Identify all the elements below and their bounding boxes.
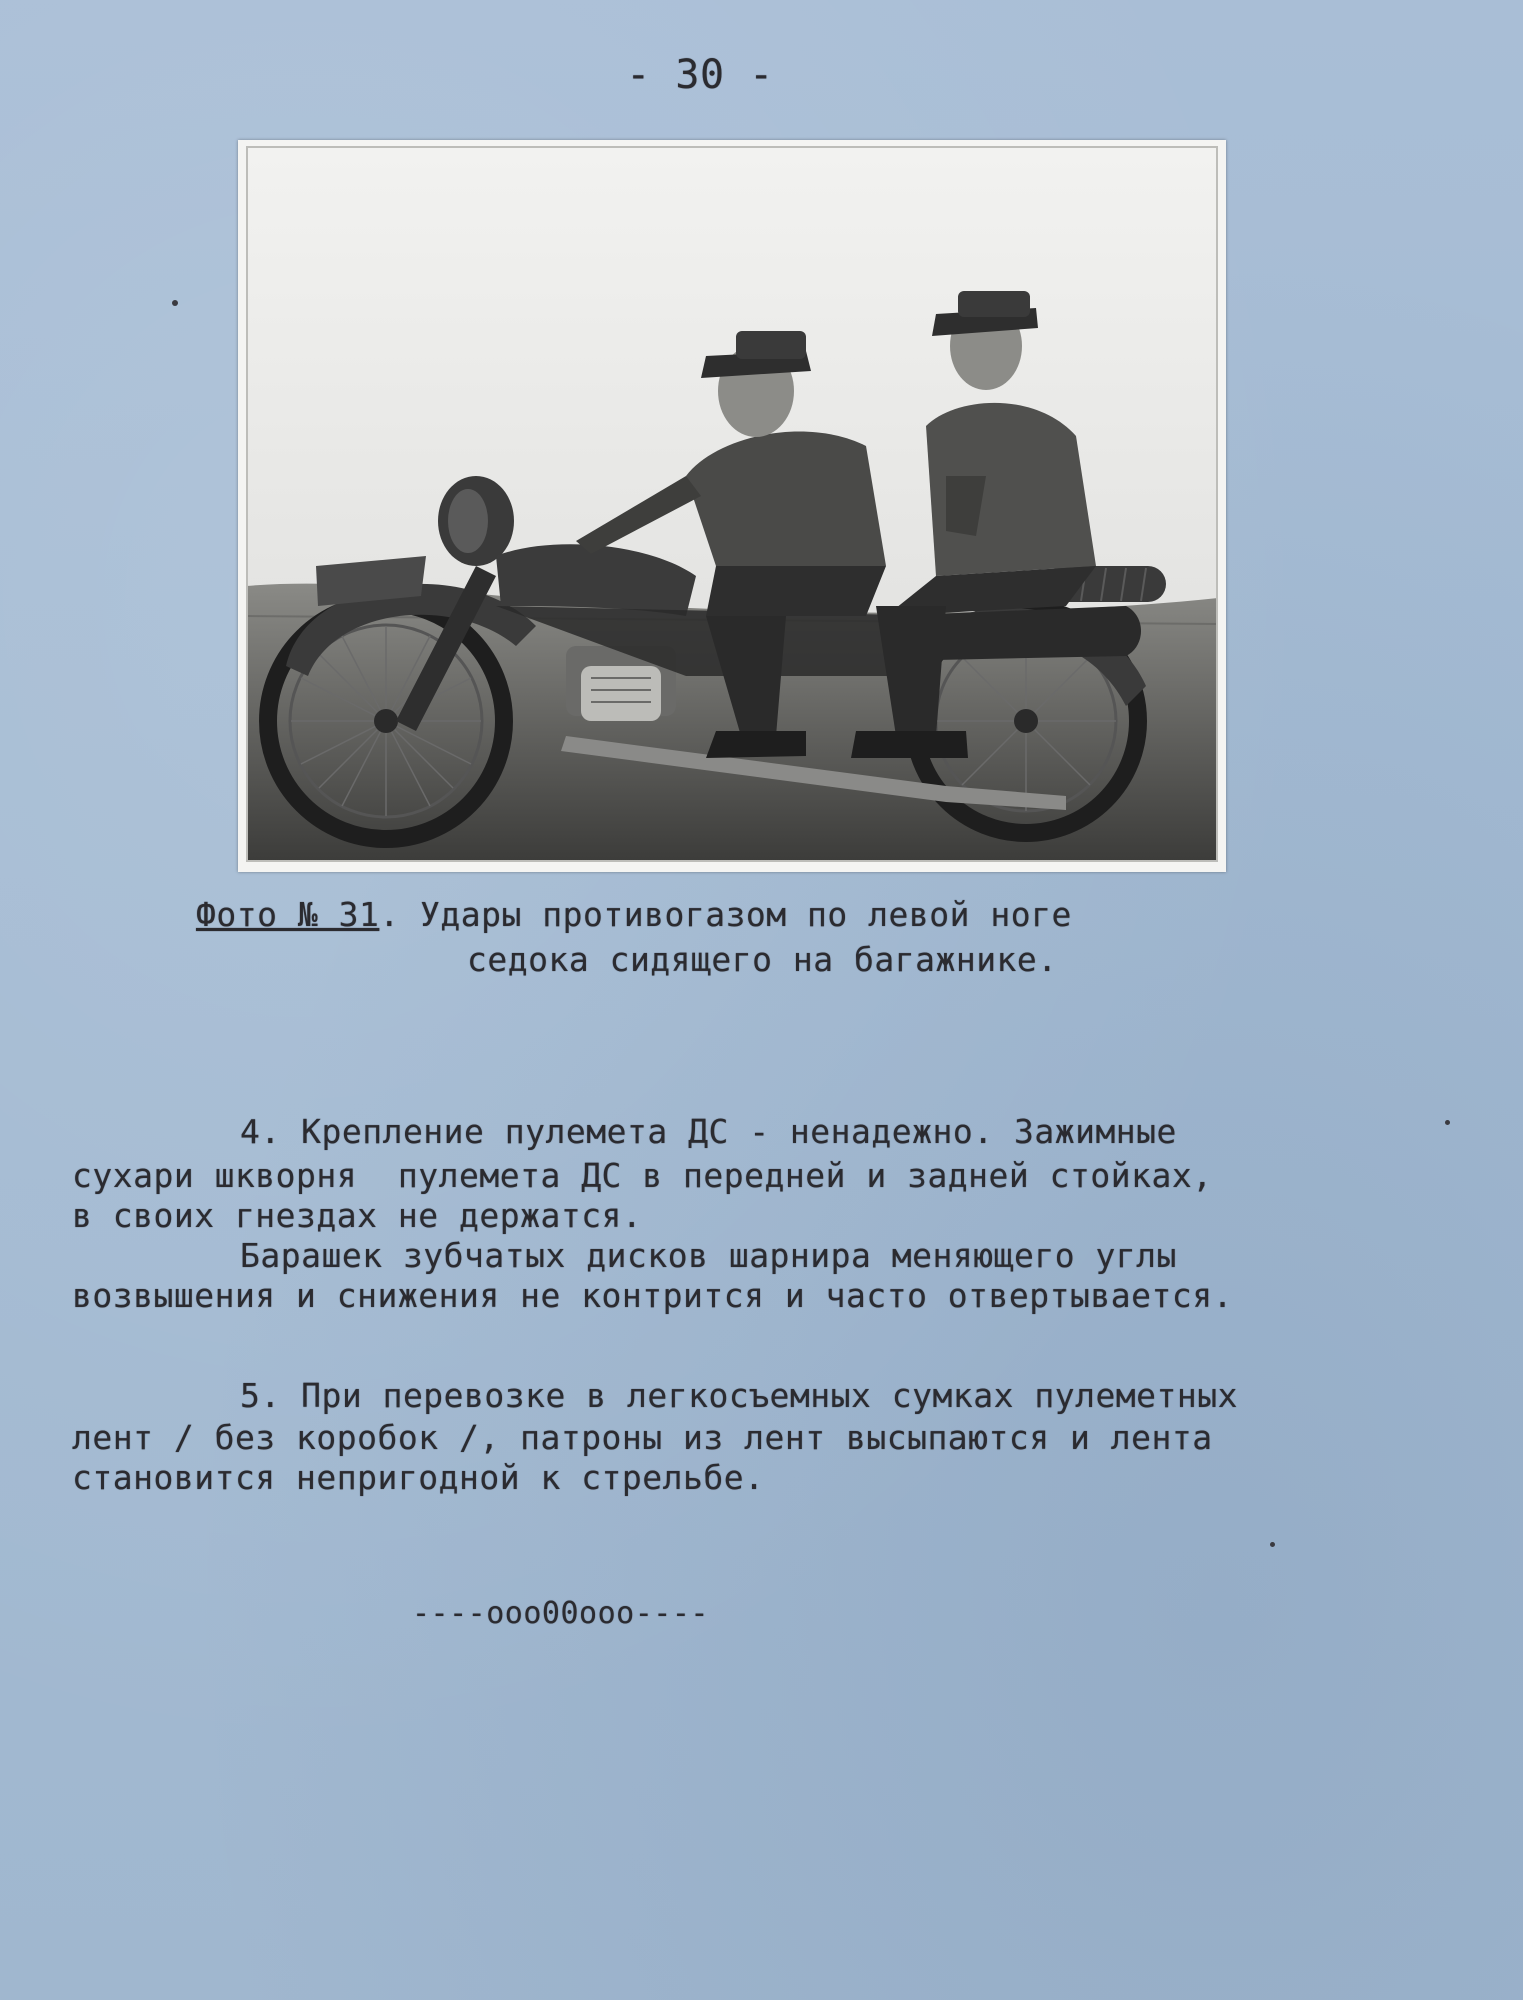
paper-speck <box>1445 1120 1450 1125</box>
photo-caption-line-1 <box>196 895 1072 934</box>
paper-speck <box>1270 1542 1275 1547</box>
photograph <box>238 140 1226 872</box>
photo-motorcycle-riders <box>246 146 1218 862</box>
paragraph-4-line: сухари шкворня пулемета ДС в передней и задней стойках, <box>72 1156 1213 1195</box>
paragraph-4-line: в своих гнездах не держатся. <box>72 1196 643 1235</box>
paragraph-5-line: 5. При перевозке в легкосъемных сумках пулеметных <box>240 1376 1239 1415</box>
paragraph-5-line: становится непригодной к стрельбе. <box>72 1458 765 1497</box>
photo-caption-line-2: седока сидящего на багажнике. <box>467 940 1058 979</box>
paragraph-4-line: Барашек зубчатых дисков шарнира меняющего углы <box>240 1236 1177 1275</box>
paragraph-5-line: лент / без коробок /, патроны из лент высыпаются и лента <box>72 1418 1213 1457</box>
end-separator: ----ooo00ooo---- <box>412 1596 709 1631</box>
paragraph-4-line: возвышения и снижения не контрится и часто отвертывается. <box>72 1276 1233 1315</box>
photo-caption-text: . Удары противогазом по левой ноге <box>379 895 1072 934</box>
page-number: - 30 - <box>626 52 774 98</box>
photo-caption-label: Фото № 31 <box>196 895 380 934</box>
paper-speck <box>172 300 178 306</box>
paragraph-4-line: 4. Крепление пулемета ДС - ненадежно. Зажимные <box>240 1112 1177 1151</box>
